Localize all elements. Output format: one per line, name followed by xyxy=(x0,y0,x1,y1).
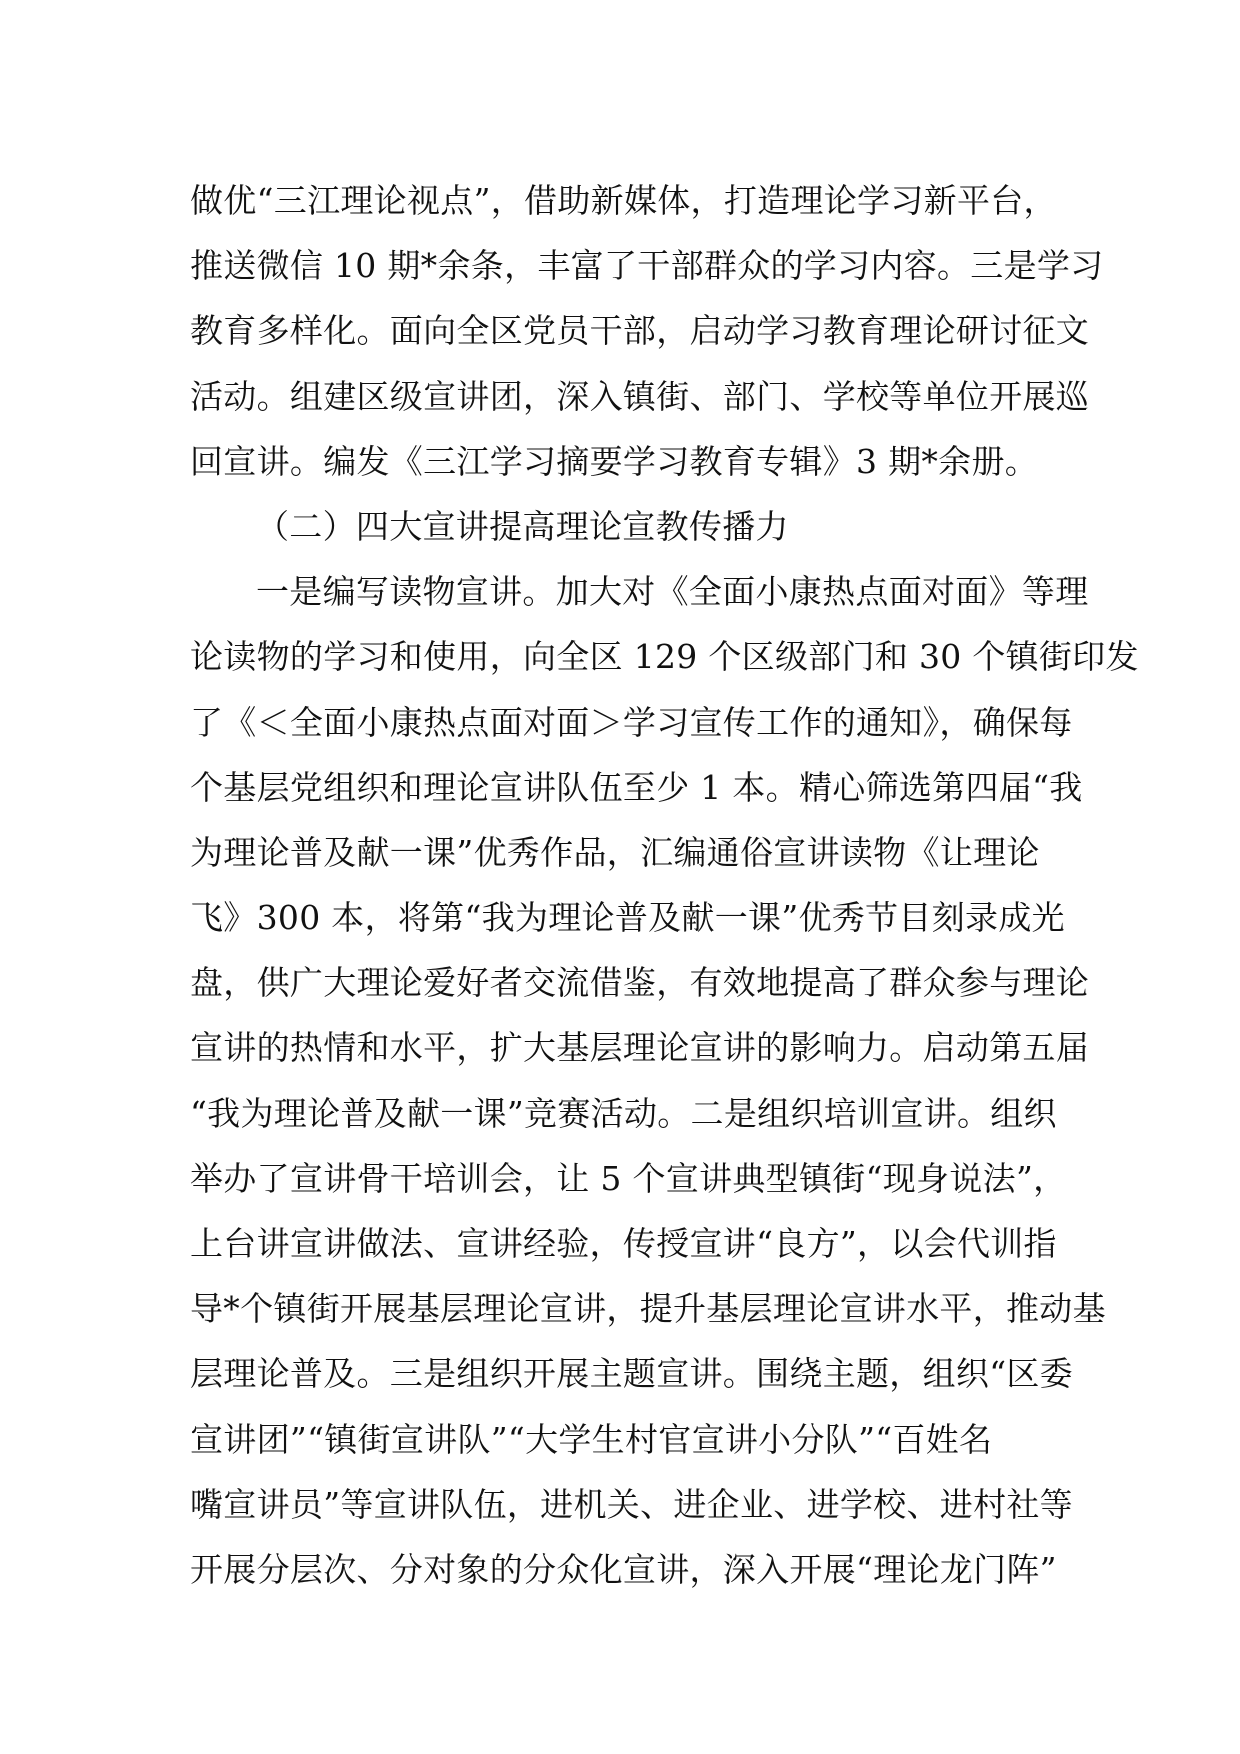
text-line: 导*个镇街开展基层理论宣讲，提升基层理论宣讲水平，推动基 xyxy=(190,1289,1106,1329)
text-line: 论读物的学习和使用，向全区 129 个区级部门和 30 个镇街印发 xyxy=(190,637,1139,677)
text-line: 个基层党组织和理论宣讲队伍至少 1 本。精心筛选第四届“我 xyxy=(190,767,1083,807)
text-line: 做优“三江理论视点”，借助新媒体，打造理论学习新平台， xyxy=(190,181,1057,220)
text-line: 上台讲宣讲做法、宣讲经验，传授宣讲“良方”，以会代训指 xyxy=(190,1224,1057,1263)
text-line: 了《＜全面小康热点面对面＞学习宣传工作的通知》，确保每 xyxy=(190,702,1073,742)
body-text xyxy=(190,168,1139,1602)
text-line: 宣讲团”“镇街宣讲队”“大学生村官宣讲小分队”“百姓名 xyxy=(190,1419,993,1459)
text-line: 开展分层次、分对象的分众化宣讲，深入开展“理论龙门阵” xyxy=(190,1549,1057,1589)
text-line: 举办了宣讲骨干培训会，让 5 个宣讲典型镇街“现身说法”， xyxy=(190,1158,1067,1198)
text-line: 推送微信 10 期*余条，丰富了干部群众的学习内容。三是学习 xyxy=(190,246,1104,286)
text-line: 为理论普及献一课”优秀作品，汇编通俗宣讲读物《让理论 xyxy=(190,832,1040,872)
text-line: 宣讲的热情和水平，扩大基层理论宣讲的影响力。启动第五届 xyxy=(190,1028,1090,1068)
text-line: 教育多样化。面向全区党员干部，启动学习教育理论研讨征文 xyxy=(190,311,1090,351)
section-heading: （二）四大宣讲提高理论宣教传播力 xyxy=(256,506,789,546)
text-line: 嘴宣讲员”等宣讲队伍，进机关、进企业、进学校、进村社等 xyxy=(190,1484,1073,1524)
text-line: 一是编写读物宣讲。加大对《全面小康热点面对面》等理 xyxy=(256,572,1089,612)
text-line: “我为理论普及献一课”竞赛活动。二是组织培训宣讲。组织 xyxy=(190,1093,1057,1133)
text-line: 活动。组建区级宣讲团，深入镇街、部门、学校等单位开展巡 xyxy=(190,376,1090,416)
text-line: 回宣讲。编发《三江学习摘要学习教育专辑》3 期*余册。 xyxy=(190,441,1039,481)
text-line: 层理论普及。三是组织开展主题宣讲。围绕主题，组织“区委 xyxy=(190,1354,1073,1394)
text-line: 飞》300 本，将第“我为理论普及献一课”优秀节目刻录成光 xyxy=(190,898,1065,938)
text-line: 盘，供广大理论爱好者交流借鉴，有效地提高了群众参与理论 xyxy=(190,963,1090,1003)
